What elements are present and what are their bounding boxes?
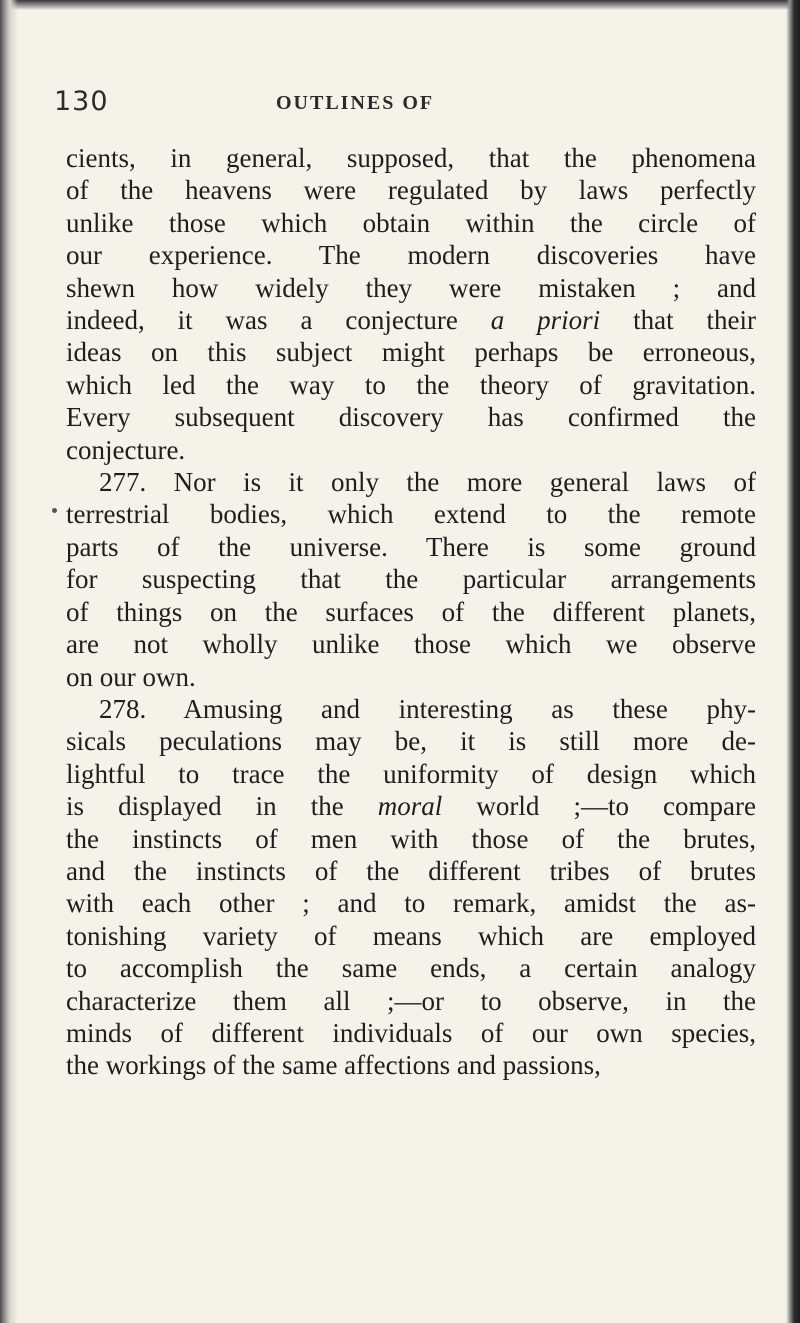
text-line: Every subsequent discovery has confirmed the: [66, 402, 756, 433]
text-line: 278. Amusing and interesting as these phy-: [99, 693, 756, 724]
text-line: is displayed in the moral world ;—to compare: [66, 791, 756, 822]
text-line: parts of the universe. There is some ground: [66, 531, 756, 562]
page-header: [54, 86, 754, 126]
text-line: on our own.: [66, 661, 196, 692]
text-line: and the instincts of the different tribes of brutes: [66, 855, 756, 886]
text-line: the workings of the same affections and passions,: [66, 1050, 601, 1081]
text-line: of the heavens were regulated by laws perfectly: [66, 175, 756, 206]
text-line: tonishing variety of means which are employed: [66, 920, 756, 951]
scan-top-edge: [0, 0, 800, 10]
text-line: minds of different individuals of our own species,: [66, 1017, 756, 1048]
text-line: lightful to trace the uniformity of design which: [66, 758, 756, 789]
running-head: OUTLINES OF: [276, 92, 435, 114]
text-line: conjecture.: [66, 434, 186, 465]
text-line: with each other ; and to remark, amidst the as-: [66, 888, 756, 919]
text-line: which led the way to the theory of gravitation.: [66, 369, 756, 400]
text-line: indeed, it was a conjecture a priori that their: [66, 305, 756, 336]
scan-left-edge: [0, 0, 18, 1323]
text-line: to accomplish the same ends, a certain analogy: [66, 953, 756, 984]
text-line: unlike those which obtain within the circle of: [66, 207, 756, 238]
body-text: [66, 142, 756, 1082]
text-line: 277. Nor is it only the more general laws of: [99, 467, 756, 498]
text-line: of things on the surfaces of the different planets,: [66, 596, 756, 627]
text-line: for suspecting that the particular arrangements: [66, 564, 756, 595]
scan-right-edge: [786, 0, 800, 1323]
text-line: characterize them all ;—or to observe, in the: [66, 985, 756, 1016]
text-line: ideas on this subject might perhaps be erroneous,: [66, 337, 756, 368]
text-line: cients, in general, supposed, that the phenomena: [66, 143, 756, 173]
text-line: the instincts of men with those of the brutes,: [66, 823, 756, 854]
text-line: sicals peculations may be, it is still more de-: [66, 726, 756, 757]
text-line: shewn how widely they were mistaken ; and: [66, 272, 756, 303]
page-number: 130: [54, 86, 109, 117]
text-line: our experience. The modern discoveries have: [66, 240, 756, 271]
italic-phrase: a priori: [490, 305, 601, 336]
margin-mark: [52, 508, 57, 513]
italic-phrase: moral: [377, 791, 443, 822]
text-line: are not wholly unlike those which we observe: [66, 629, 756, 660]
text-line: terrestrial bodies, which extend to the remote: [66, 499, 756, 530]
